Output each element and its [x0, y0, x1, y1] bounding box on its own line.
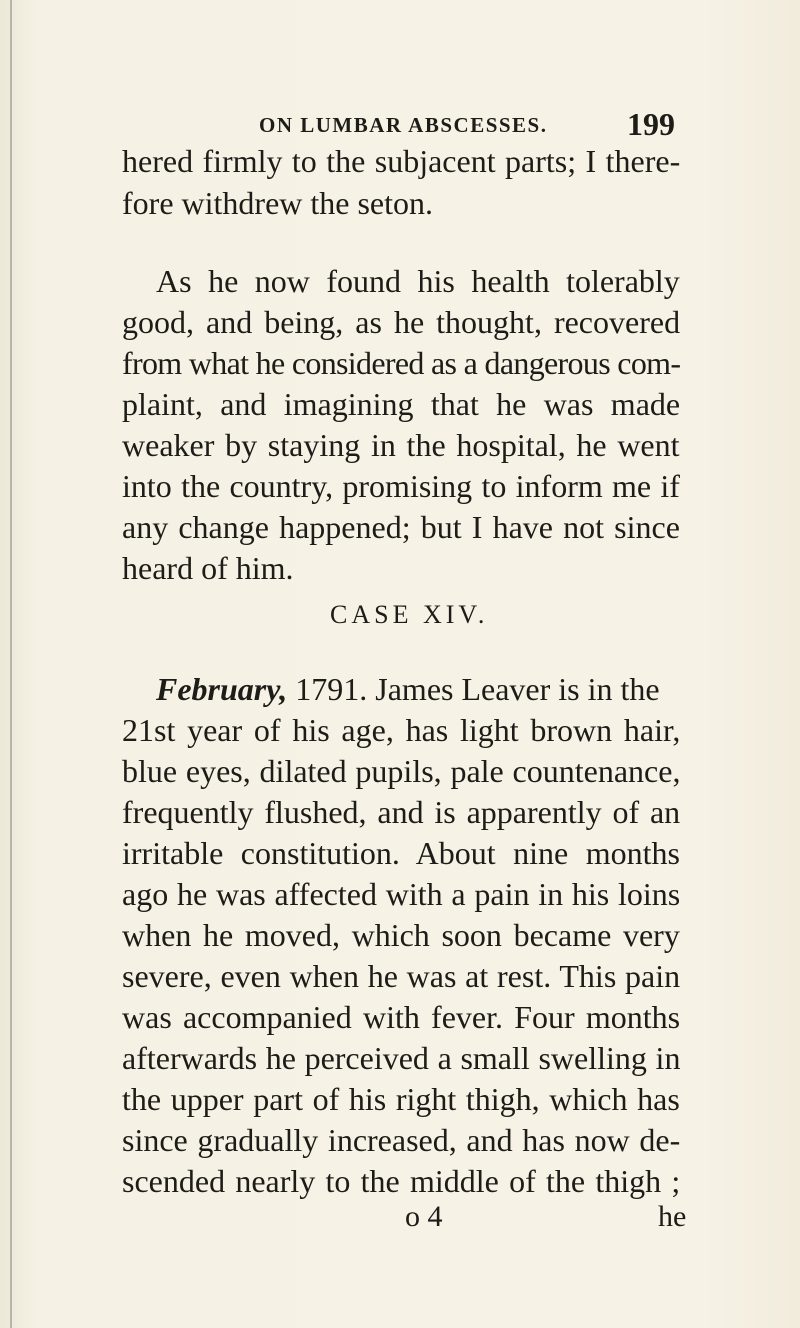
case-date: February,	[156, 671, 288, 707]
signature-mark: o 4	[405, 1200, 443, 1233]
running-head: ON LUMBAR ABSCESSES.	[259, 113, 548, 137]
text-line: ago he was affected with a pain in his loins	[122, 876, 681, 912]
text-line: was accompanied with fever. Four months	[122, 999, 681, 1035]
text-line: from what he considered as a dangerous com-	[122, 345, 681, 381]
text-line: fore withdrew the seton.	[122, 185, 434, 221]
text-line: good, and being, as he thought, recovered	[122, 304, 681, 340]
page-number: 199	[627, 106, 675, 142]
text-line	[156, 669, 660, 709]
text-line: plaint, and imagining that he was made	[122, 386, 681, 422]
text-line: irritable constitution. About nine months	[122, 835, 680, 871]
case-first-line: 1791. James Leaver is in the	[287, 671, 660, 707]
text-line: scended nearly to the middle of the thigh ;	[122, 1163, 681, 1199]
text-line: into the country, promising to inform me if	[122, 468, 680, 504]
text-line: frequently flushed, and is apparently of an	[122, 794, 681, 830]
text-line: when he moved, which soon became very	[122, 917, 680, 953]
text-line: 21st year of his age, has light brown hair,	[122, 712, 681, 748]
text-line: blue eyes, dilated pupils, pale countenance,	[122, 753, 681, 789]
text-line: since gradually increased, and has now de-	[122, 1122, 681, 1158]
case-heading: CASE XIV.	[330, 600, 489, 629]
text-line: severe, even when he was at rest. This pain	[122, 958, 681, 994]
text-line: heard of him.	[122, 550, 294, 586]
text-line: the upper part of his right thigh, which has	[122, 1081, 680, 1117]
text-line: any change happened; but I have not since	[122, 509, 680, 545]
text-line: weaker by staying in the hospital, he went	[122, 427, 680, 463]
gutter-edge	[10, 0, 12, 1328]
text-line: afterwards he perceived a small swelling in	[122, 1040, 681, 1076]
text-line: As he now found his health tolerably	[156, 263, 680, 299]
catchword: he	[658, 1200, 687, 1233]
text-line: hered firmly to the subjacent parts; I there-	[122, 143, 681, 179]
